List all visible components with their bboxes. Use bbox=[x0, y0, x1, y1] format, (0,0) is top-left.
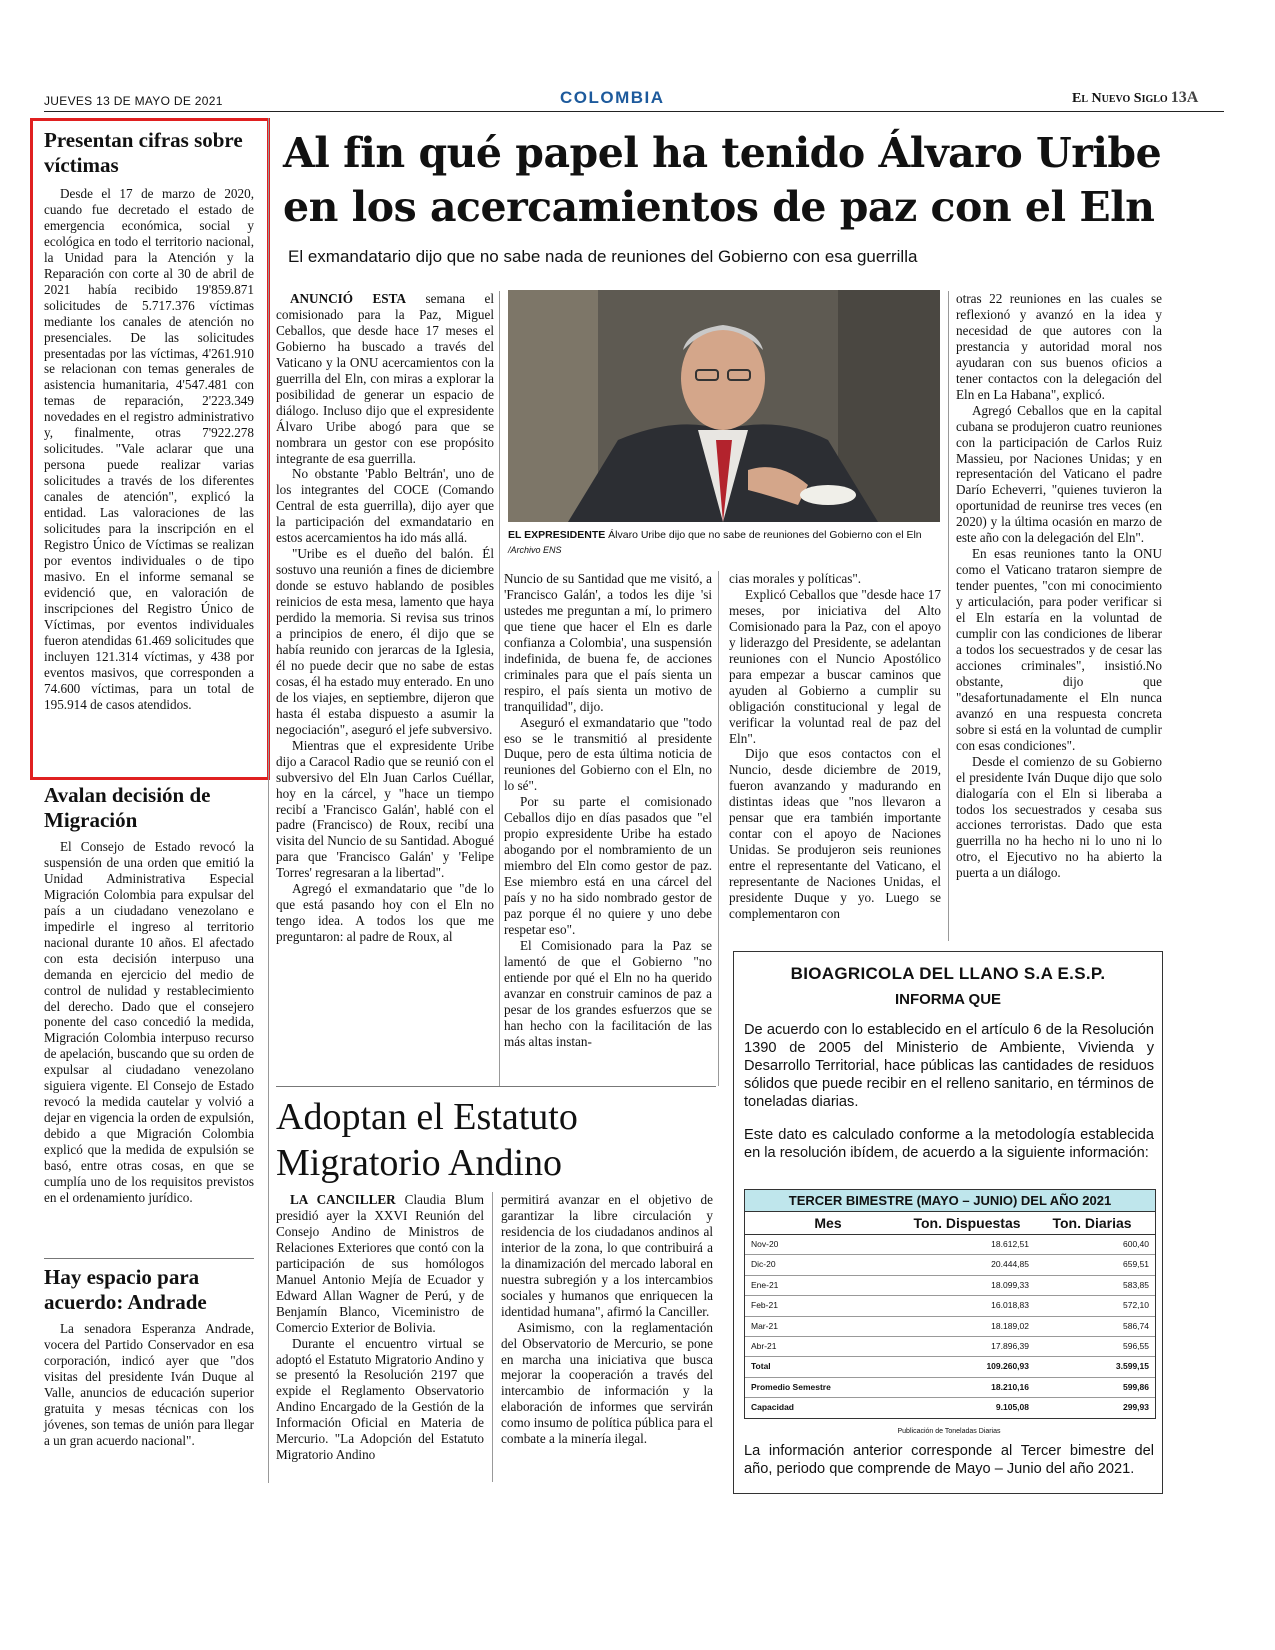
table-cell: Promedio Semestre bbox=[751, 1381, 831, 1392]
table-header bbox=[745, 1212, 1155, 1235]
column-divider bbox=[499, 291, 500, 1086]
table-row-average bbox=[745, 1378, 1155, 1398]
table-row bbox=[745, 1235, 1155, 1255]
caption-text: Álvaro Uribe dijo que no sabe de reuniones del Gobierno con el Eln bbox=[605, 529, 922, 541]
table-row bbox=[745, 1317, 1155, 1337]
notice-paragraph: La información anterior corresponde al Tercer bimestre del año, periodo que comprende de Mayo – Junio del año 2021. bbox=[744, 1443, 1154, 1477]
table-cell: 18.099,33 bbox=[991, 1279, 1029, 1290]
table-cell: 17.896,39 bbox=[991, 1340, 1029, 1351]
photo-caption bbox=[508, 528, 940, 558]
table-cell: 299,93 bbox=[1123, 1402, 1149, 1413]
second-column-1 bbox=[276, 1192, 484, 1463]
side-article-title: Hay espacio para acuerdo: Andrade bbox=[44, 1265, 207, 1314]
table-row-capacity bbox=[745, 1398, 1155, 1417]
table-cell: 9.105,08 bbox=[995, 1402, 1029, 1413]
side-article-text: La senadora Esperanza Andrade, vocera del Partido Conservador en esa corporación, indicó ayer que "dos visitas del presidente Iván Duque al Valle, anuncios de educación superior gratuita y mesas técnicas con los jóvenes, son temas de unión para llegar a un gran acuerdo nacional". bbox=[44, 1321, 254, 1448]
main-subheadline: El exmandatario dijo que no sabe nada de reuniones del Gobierno con esa guerrilla bbox=[288, 247, 918, 266]
table-cell: 659,51 bbox=[1123, 1259, 1149, 1270]
paragraph: Desde el comienzo de su Gobierno el presidente Iván Duque dijo que solo dialogaría con el Eln si liberaba a todos los secuestrados y cesaba sus acciones terroristas. Dado que esta guerrilla no ha hecho ni lo uno ni lo otro, el Ejecutivo no ha abierto la puerta a un diálogo. bbox=[956, 753, 1162, 881]
table-cell: 18.612,51 bbox=[991, 1239, 1029, 1249]
paragraph: Agregó Ceballos que en la capital cubana se produjeron cuatro reuniones con la participación de Carlos Ruiz Massieu, por Naciones Unidas; y en representación del Vaticano el padre Darío Echeverri, "quienes tuvieron la oportunidad de reunirse tres veces (en 2020) y la última ocasión en marzo de este año con la delegación del Eln". bbox=[956, 402, 1162, 546]
paragraph: El Comisionado para la Paz se lamentó de que el Gobierno "no entiende por qué el Eln no ha querido avanzar en construir caminos de paz a pesar de los grandes esfuerzos que se han hecho con la facilitación de las más altas instan- bbox=[504, 937, 712, 1049]
paragraph: Nuncio de su Santidad que me visitó, a 'Francisco Galán', a todos les dije 'si ustedes me preguntan a mí, lo primero que tiene que hacer el Eln es darle confianza a Colombia', una suspensión indefinida, de buena fe, de acciones criminales para que el país sienta un respiro, el país sienta un motivo de tranquilidad", dijo. bbox=[504, 571, 712, 714]
edition-date: JUEVES 13 DE MAYO DE 2021 bbox=[44, 94, 223, 108]
page-number: 13A bbox=[1170, 89, 1199, 106]
table-cell: 599,86 bbox=[1123, 1381, 1149, 1392]
notice-subtitle: INFORMA QUE bbox=[894, 991, 1002, 1008]
table-cell: Dic-20 bbox=[751, 1259, 776, 1270]
second-column-2 bbox=[501, 1192, 713, 1447]
tonnage-table bbox=[744, 1189, 1156, 1419]
lead-words: ANUNCIÓ ESTA bbox=[290, 291, 406, 306]
table-row bbox=[745, 1276, 1155, 1296]
table-cell: 583,85 bbox=[1123, 1279, 1149, 1290]
column-divider bbox=[492, 1192, 493, 1482]
table-cell: 596,55 bbox=[1123, 1340, 1149, 1351]
side-article-title: Presentan cifras sobre víctimas bbox=[44, 128, 243, 177]
table-cell: 3.599,15 bbox=[1115, 1361, 1149, 1372]
table-cell: 600,40 bbox=[1123, 1239, 1149, 1249]
side-article-body bbox=[44, 839, 254, 1206]
table-row-total bbox=[745, 1357, 1155, 1377]
column-divider bbox=[268, 118, 269, 1483]
bioagricola-notice bbox=[733, 951, 1163, 1494]
paragraph: "Uribe es el dueño del balón. Él sostuvo una reunión a fines de diciembre donde se estuvo hablando de posibles reinicios de esta mesa, lamento que haya perdido la memoria. Si revisa sus trinos a principios de enero, él dijo que se había reunido con jerarcas de la Iglesia, él no puede decir que no sabe de estas cosas, él ha estado muy enterado. En uno de los viajes, en septiembre, dijeron que hasta él estaba dispuesto a asumir la negociación", aseguró el jefe subversivo. bbox=[276, 546, 494, 737]
table-cell: 18.210,16 bbox=[991, 1381, 1029, 1392]
table-cell: 586,74 bbox=[1123, 1320, 1149, 1331]
paper-title: El Nuevo Siglo bbox=[1072, 91, 1168, 106]
table-row bbox=[745, 1337, 1155, 1357]
paragraph: otras 22 reuniones en las cuales se reflexionó y avanzó en la idea y necesidad de que autores con la prestancia y autoridad moral nos ayudaran con sus buenos oficios a tener contactos con la delegación del Eln en La Habana", explicó. bbox=[956, 291, 1162, 402]
paragraph: Aseguró el exmandatario que "todo eso se le transmitió al presidente Duque, pero de esta última noticia de reuniones del Gobierno con el Eln, no lo sé". bbox=[504, 714, 712, 794]
second-headline: Adoptan el Estatuto Migratorio Andino bbox=[276, 1096, 578, 1184]
table-row bbox=[745, 1296, 1155, 1316]
paragraph: En esas reuniones tanto la ONU como el Vaticano trataron siempre de tender puentes, "con mi conocimiento y articulación, para poder verificar si el Eln estaría en la voluntad de cumplir con las condiciones de liberar a todos los secuestrados y de cesar las acciones criminales", insistió.No obstante, dijo que "desafortunadamente el Eln nunca avanzó en una respuesta concreta sobre si está en la voluntad de cumplir con esas condiciones". bbox=[956, 546, 1162, 753]
table-cell: 20.444,85 bbox=[991, 1259, 1029, 1270]
side-article-victims bbox=[44, 128, 254, 712]
paragraph: Explicó Ceballos que "desde hace 17 meses, por iniciativa del Alto Comisionado para la Paz, con el apoyo y liderazgo del Presidente, se adelantan reuniones con el Nuncio Apostólico para empezar a buscar caminos que ayuden al Gobierno a cumplir su obligación constitucional y legal de verificar la voluntad real de paz del Eln". bbox=[729, 586, 941, 746]
side-article-body bbox=[44, 186, 254, 712]
side-article-andrade bbox=[44, 1265, 254, 1449]
table-cell: 18.189,02 bbox=[991, 1320, 1029, 1331]
table-cell: 109.260,93 bbox=[986, 1361, 1029, 1372]
notice-paragraph: De acuerdo con lo establecido en el artículo 6 de la Resolución 1390 de 2005 del Ministerio de Ambiente, Vivienda y Desarrollo Territorial, hace públicas las cantidades de residuos sólidos que puede recibir en el relleno sanitario, en términos de toneladas diarias. bbox=[744, 1022, 1154, 1110]
table-cell: Ene-21 bbox=[751, 1279, 779, 1290]
paragraph: Por su parte el comisionado Ceballos dijo en días pasados que "el propio expresidente Uribe ha estado abogando por el nombramiento de un miembro del Eln como gestor de paz. Ese miembro está en una cárcel del país y no ha sido nombrado gestor de paz porque él no quiere y uno debe respetar eso". bbox=[504, 794, 712, 937]
table-cell: Mar-21 bbox=[751, 1320, 778, 1331]
table-cell: Abr-21 bbox=[751, 1340, 777, 1351]
column-header: Mes bbox=[814, 1215, 842, 1231]
column-divider bbox=[718, 571, 719, 1086]
table-row bbox=[745, 1255, 1155, 1275]
paragraph: Durante el encuentro virtual se adoptó el Estatuto Migratorio Andino y se presentó la Resolución 2197 que expide el Reglamento Observatorio Andino Encargado de la Gestión de la Información Oficial en Materia de Mercurio. "La Adopción del Estatuto Migratorio Andino bbox=[276, 1335, 484, 1463]
side-article-migration bbox=[44, 783, 254, 1206]
column-header: Ton. Diarias bbox=[1052, 1215, 1132, 1231]
column-divider bbox=[948, 291, 949, 941]
table-cell: Nov-20 bbox=[751, 1239, 779, 1249]
side-article-title: Avalan decisión de Migración bbox=[44, 783, 211, 832]
header-divider bbox=[44, 111, 1224, 112]
table-cell: Total bbox=[751, 1361, 771, 1372]
table-title: TERCER BIMESTRE (MAYO – JUNIO) DEL AÑO 2021 bbox=[745, 1190, 1155, 1212]
paragraph: Asimismo, con la reglamentación del Observatorio de Mercurio, se pone en marcha una iniciativa que busca mejorar la cooperación a través del intercambio de información y la elaboración de informes que servirán como insumo de política pública para el combate a la minería ilegal. bbox=[501, 1319, 713, 1447]
paragraph: No obstante 'Pablo Beltrán', uno de los integrantes del COCE (Comando Central de esta guerrilla), dijo ayer que la participación del exmandatario en estos acercamientos ha ido más allá. bbox=[276, 466, 494, 546]
paragraph-text: Claudia Blum presidió ayer la XXVI Reunión del Consejo Andino de Ministros de Relaciones Exteriores que contó con la participación de sus homólogos Manuel Antonio Mejía de Ecuador y Edward Allan Wagner de Perú, y de Benjamín Blanco, Viceministro de Comercio Exterior de Bolivia. bbox=[276, 1192, 484, 1335]
section-divider bbox=[276, 1086, 716, 1087]
table-cell: Capacidad bbox=[751, 1402, 794, 1413]
section-name: COLOMBIA bbox=[560, 88, 665, 107]
portrait-illustration bbox=[508, 290, 940, 522]
column-header: Ton. Dispuestas bbox=[913, 1215, 1021, 1231]
table-cell: Feb-21 bbox=[751, 1300, 778, 1311]
notice-company: BIOAGRICOLA DEL LLANO S.A E.S.P. bbox=[790, 964, 1106, 983]
main-column-4 bbox=[956, 291, 1162, 881]
uribe-photo bbox=[508, 290, 940, 522]
side-article-text: El Consejo de Estado revocó la suspensión de una orden que emitió la Unidad Administrativa Especial Migración Colombia para expulsar del país a un ciudadano venezolano e impedirle el ingreso al territorio nacional durante 10 años. El afectado con esta decisión interpuso una demanda en ejercicio del medio de control de nulidad y restablecimiento del derecho. Dado que el consejero ponente del caso concedió la medida, Migración Colombia interpuso recurso de apelación, buscando que su orden de expulsar al ciudadano venezolano siguiera vigente. El Consejo de Estado revocó la medida cautelar y volvió a dejar en vigencia la orden de expulsión, debido a que Migración Colombia explicó que la medida de expulsión se basó, entre otras cosas, en que se cumplía uno de los requisitos previstos en el ordenamiento jurídico. bbox=[44, 839, 254, 1205]
caption-lead: EL EXPRESIDENTE bbox=[508, 529, 606, 541]
paper-name bbox=[1072, 89, 1198, 107]
main-column-3 bbox=[729, 571, 941, 922]
paragraph: Mientras que el expresidente Uribe dijo a Caracol Radio que se reunió con el subversivo del Eln Juan Carlos Cuéllar, hoy en la cárcel, y "hace un tiempo recibí a 'Francisco Galán', hablé con el padre (Francisco) de Roux, recibí una visita del Nuncio de su Santidad. Abogué para que 'Francisco Galán' y 'Felipe Torres' regresaran a la libertad". bbox=[276, 737, 494, 881]
notice-paragraph: Este dato es calculado conforme a la metodología establecida en la resolución ibídem, de acuerdo a la siguiente información: bbox=[744, 1127, 1154, 1161]
side-divider bbox=[44, 1258, 254, 1259]
main-headline: Al fin qué papel ha tenido Álvaro Uribe en los acercamientos de paz con el Eln bbox=[283, 129, 1162, 231]
table-note: Publicación de Toneladas Diarias bbox=[897, 1428, 1001, 1435]
table-cell: 16.018,83 bbox=[991, 1300, 1029, 1311]
paragraph: Agregó el exmandatario que "de lo que está pasando hoy con el Eln no tengo idea. A todos los que me preguntaron: al padre de Roux, al bbox=[276, 881, 494, 945]
side-article-text: Desde el 17 de marzo de 2020, cuando fue decretado el estado de emergencia económica, social y ecológica en todo el territorio nacional, la Unidad para la Atención y la Reparación con corte al 30 de abril de 2021 había recibido 19'859.871 solicitudes de 5.717.376 víctimas mediante los canales de atención no presenciales. De las solicitudes presentadas por las víctimas, 4'261.910 se relacionan con temas generales de asistencia humanitaria, 4'547.481 con temas de reparación, 2'223.349 novedades en el registro administrativo y, finalmente, otras 7'922.278 solicitudes. "Vale aclarar que una persona puede realizar varias solicitudes a través de los diferentes canales de atención", explicó la entidad. Las valoraciones de las solicitudes para la inscripción en el Registro Único de Víctimas se realizan por eventos individuales o de tipo masivo. En el informe semanal se evidenció que, en valoración de inscripciones del Registro Único de Víctimas, por eventos individuales fueron atendidas 61.469 solicitudes que incluyen 121.314 víctimas, y 438 por eventos masivos, que corresponden a 74.600 víctimas, para un total de 195.914 de casos atendidos. bbox=[44, 186, 254, 712]
paragraph-text: semana el comisionado para la Paz, Miguel Ceballos, que desde hace 17 meses el Gobierno ha buscado a través del Vaticano y la ONU acercamientos con la guerrilla del Eln, con miras a explorar la posibilidad de generar un espacio de diálogo. Incluso dijo que el expresidente Álvaro Uribe abogó para que se nombrara un gestor con ese propósito integrante de esa guerrilla. bbox=[276, 291, 494, 466]
side-article-body bbox=[44, 1321, 254, 1449]
table-cell: 572,10 bbox=[1123, 1300, 1149, 1311]
paragraph: permitirá avanzar en el objetivo de garantizar la libre circulación y residencia de los ciudadanos andinos al interior de la zona, lo que contribuirá a la dinamización del mercado laboral en nuestra subregión y a los intercambios sociales y humanos que enriquecen la identidad humana", afirmó la Canciller. bbox=[501, 1192, 713, 1319]
paragraph: Dijo que esos contactos con el Nuncio, desde diciembre de 2019, fueron avanzando y madurando en distintas ideas que "nos llevaron a pensar que era también importante contar con el apoyo de Naciones Unidas. Se produjeron seis reuniones entre el representante del Vaticano, el representante de Naciones Unidas, el presidente Duque y yo. Luego se complementaron con bbox=[729, 746, 941, 922]
lead-words: LA CANCILLER bbox=[290, 1192, 396, 1207]
caption-credit: /Archivo ENS bbox=[508, 545, 562, 555]
main-column-2 bbox=[504, 571, 712, 1050]
paragraph: cias morales y políticas". bbox=[729, 571, 862, 586]
main-column-1 bbox=[276, 291, 494, 945]
